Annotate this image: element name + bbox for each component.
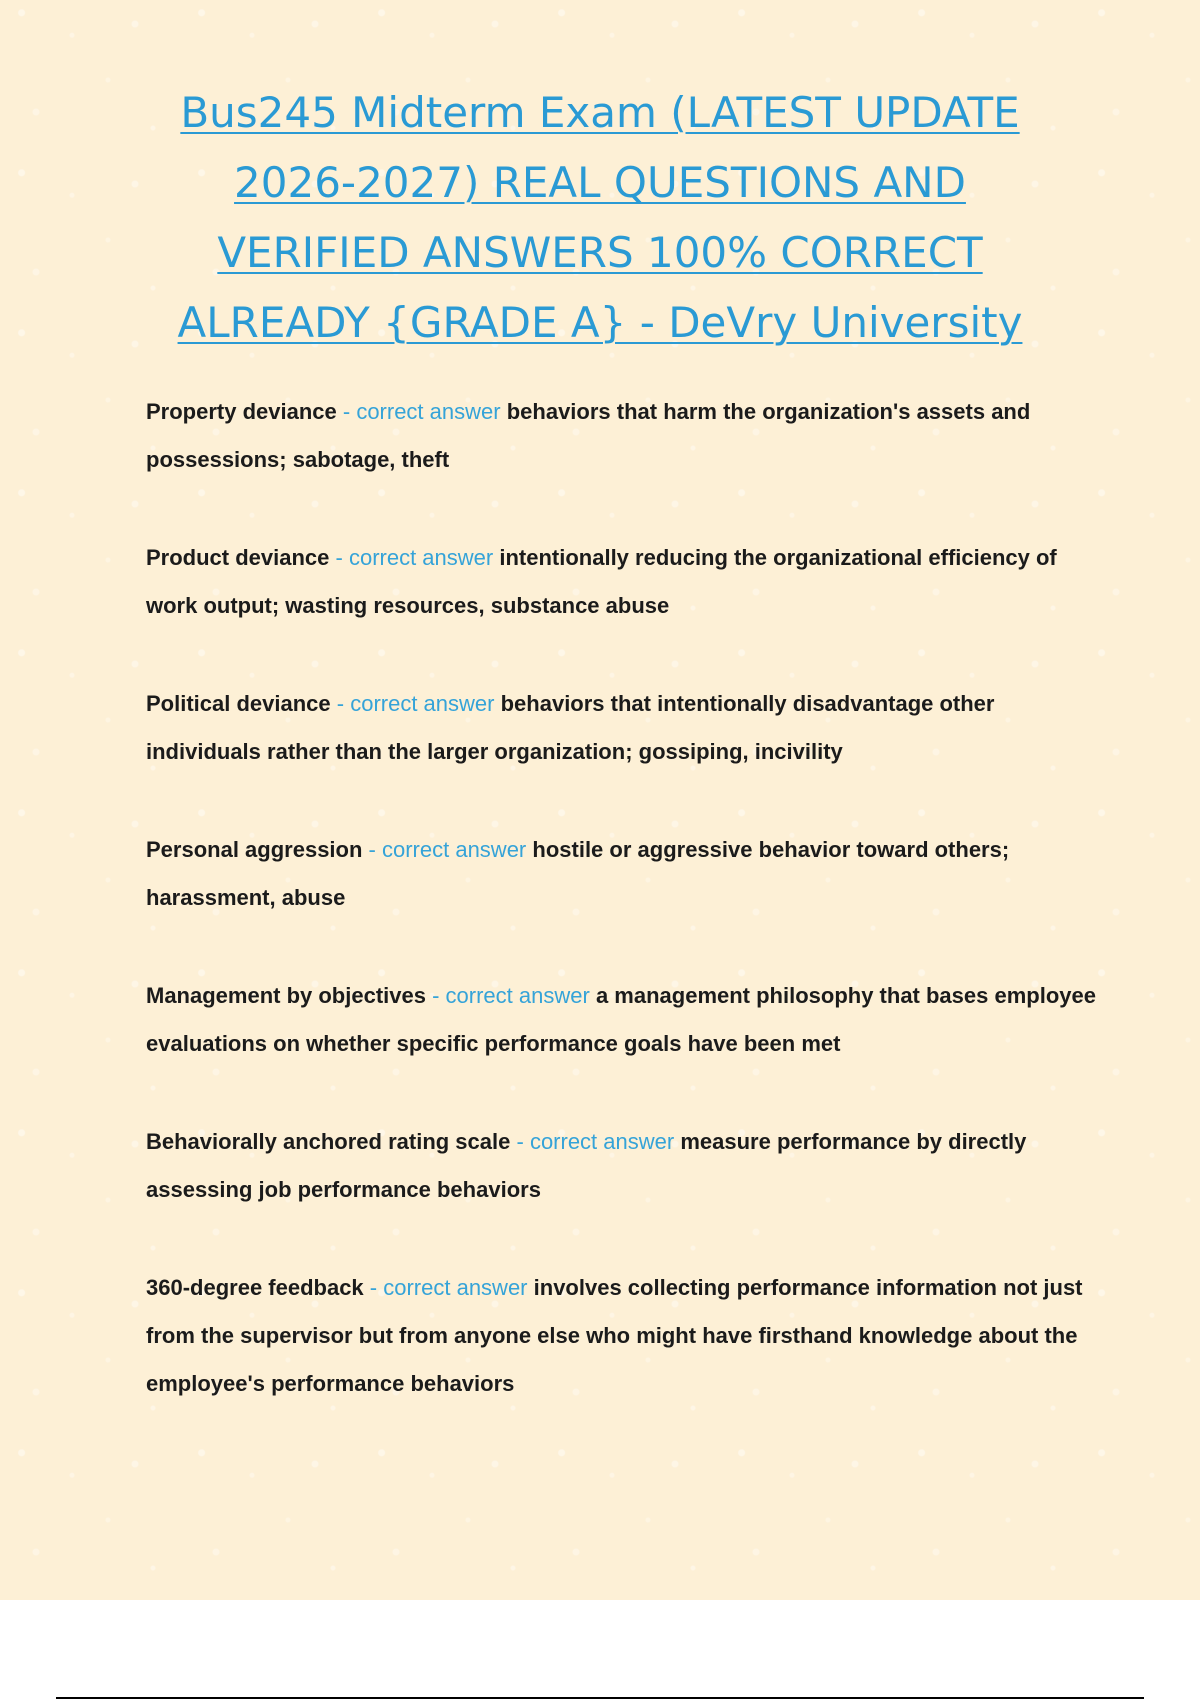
entry-term: Political deviance [146,691,331,716]
flashcard-entry [146,388,1096,484]
correct-answer-label: correct answer [381,837,527,862]
entry-separator: - [329,545,349,570]
entry-separator: - [330,691,351,716]
entry-term: Management by objectives [146,983,426,1008]
entry-separator: - [510,1129,530,1154]
entry-answer: involves collecting performance information not just from the supervisor but from anyone else who might have firsthand knowledge about the employee's performance behaviors [146,1275,1083,1396]
entry-term: Property deviance [146,399,337,424]
entry-term: Behaviorally anchored rating scale [146,1129,511,1154]
entry-answer: intentionally reducing the organizational efficiency of work output; wasting resources, substance abuse [146,545,1057,618]
footer-divider [56,1697,1144,1699]
entry-separator: - [336,399,357,424]
entry-separator: - [363,1275,384,1300]
document-title-link[interactable]: Bus245 Midterm Exam (LATEST UPDATE 2026-2027) REAL QUESTIONS AND VERIFIED ANSWERS 100% CORRECT ALREADY {GRADE A} - DeVry University [177,88,1023,347]
correct-answer-label: correct answer [383,1275,528,1300]
flashcard-list [146,388,1096,1458]
correct-answer-label: correct answer [348,545,494,570]
entry-answer: behaviors that intentionally disadvantage other individuals rather than the larger organization; gossiping, incivility [146,691,995,764]
entry-separator: - [425,983,446,1008]
flashcard-entry [146,826,1096,922]
flashcard-entry [146,1118,1096,1214]
flashcard-entry [146,972,1096,1068]
flashcard-entry [146,534,1096,630]
entry-term: Product deviance [146,545,330,570]
entry-answer: a management philosophy that bases employee evaluations on whether specific performance goals have been met [146,983,1096,1056]
correct-answer-label: correct answer [445,983,590,1008]
entry-answer: measure performance by directly assessing job performance behaviors [146,1129,1027,1202]
correct-answer-label: correct answer [350,691,495,716]
correct-answer-label: correct answer [529,1129,675,1154]
entry-term: Personal aggression [146,837,363,862]
entry-answer: hostile or aggressive behavior toward others; harassment, abuse [146,837,1010,910]
entry-term: 360-degree feedback [146,1275,364,1300]
entry-separator: - [362,837,382,862]
flashcard-entry [146,1264,1096,1408]
correct-answer-label: correct answer [356,399,501,424]
flashcard-entry [146,680,1096,776]
entry-answer: behaviors that harm the organization's assets and possessions; sabotage, theft [146,399,1031,472]
